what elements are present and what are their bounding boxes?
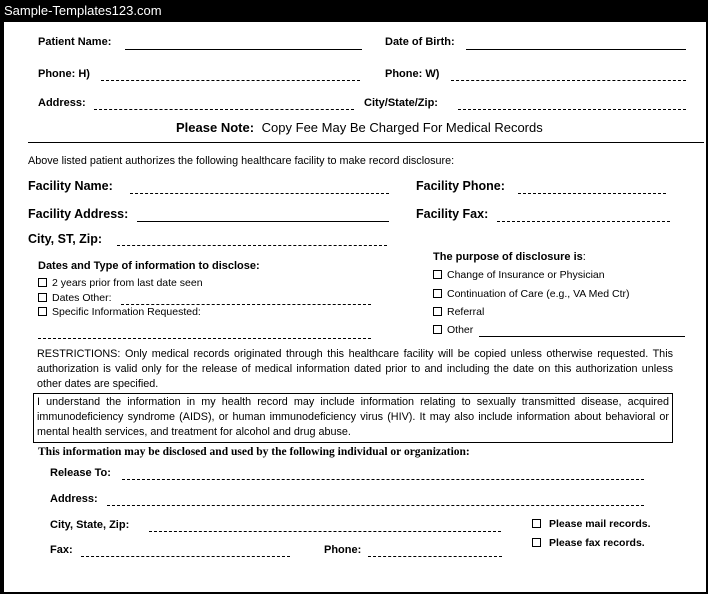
fax-records-option[interactable] — [532, 537, 645, 549]
patient-name-field[interactable] — [125, 49, 362, 50]
facility-phone-label: Facility Phone: — [416, 179, 505, 193]
release-fax-label: Fax: — [50, 544, 73, 556]
checkbox-icon[interactable] — [38, 307, 47, 316]
mail-records-option[interactable] — [532, 518, 651, 530]
checkbox-icon[interactable] — [433, 270, 442, 279]
purpose-referral[interactable] — [433, 306, 484, 318]
purpose-continuation-care[interactable] — [433, 288, 629, 300]
dates-type-title: Dates and Type of information to disclose: — [38, 260, 260, 272]
checkbox-icon[interactable] — [433, 325, 442, 334]
phone-work-field[interactable] — [451, 80, 686, 81]
specific-info-field[interactable] — [38, 338, 371, 339]
checkbox-icon[interactable] — [38, 293, 47, 302]
authorization-form — [4, 22, 706, 592]
facility-city-field[interactable] — [117, 245, 387, 246]
phone-home-label: Phone: H) — [38, 68, 90, 80]
facility-address-label: Facility Address: — [28, 207, 129, 221]
option-label: 2 years prior from last date seen — [52, 277, 203, 289]
checkbox-icon[interactable] — [38, 278, 47, 287]
facility-name-label: Facility Name: — [28, 179, 113, 193]
option-label: Specific Information Requested: — [52, 306, 201, 318]
release-phone-label: Phone: — [324, 544, 362, 556]
option-specific-info[interactable] — [38, 306, 201, 318]
restrictions-text: RESTRICTIONS: Only medical records originated through this healthcare facility will be copied unless otherwise requested. This authorization is valid only for the release of medical information dated prior to and including the date on this authorization unless other dates are specified. — [37, 348, 673, 390]
facility-fax-field[interactable] — [497, 221, 670, 222]
dob-field[interactable] — [466, 49, 686, 50]
divider — [28, 142, 704, 143]
address-field[interactable] — [94, 109, 354, 110]
release-city-field[interactable] — [149, 531, 501, 532]
facility-fax-label: Facility Fax: — [416, 207, 489, 221]
facility-name-field[interactable] — [130, 193, 389, 194]
authorize-text: Above listed patient authorizes the following healthcare facility to make record disclosure: — [28, 155, 455, 167]
checkbox-icon[interactable] — [433, 307, 442, 316]
release-fax-field[interactable] — [81, 556, 290, 557]
option-label: Referral — [447, 306, 485, 318]
release-to-label: Release To: — [50, 467, 111, 479]
facility-phone-field[interactable] — [518, 193, 666, 194]
checkbox-icon[interactable] — [433, 289, 442, 298]
address-label: Address: — [38, 97, 86, 109]
option-label: Please mail records. — [549, 518, 651, 530]
disclosed-heading: This information may be disclosed and used by the following individual or organization: — [38, 446, 470, 458]
understand-box: I understand the information in my health record may include information relating to sexually transmitted disease, acquired immunodeficiency syndrome (AIDS), or human immunodeficiency virus (HIV). It may also include information about behavioral or mental health services, and treatment for alcohol and drug abuse. — [33, 393, 673, 443]
option-label: Continuation of Care (e.g., VA Med Ctr) — [447, 288, 630, 300]
city-state-zip-field[interactable] — [458, 109, 686, 110]
checkbox-icon[interactable] — [532, 519, 541, 528]
option-label: Change of Insurance or Physician — [447, 269, 605, 281]
note-text: Copy Fee May Be Charged For Medical Records — [261, 120, 543, 135]
option-label: Other — [447, 324, 474, 336]
purpose-title-bold: The purpose of disclosure is — [433, 251, 583, 263]
release-to-field[interactable] — [122, 479, 644, 480]
purpose-change-insurance[interactable] — [433, 269, 605, 281]
purpose-title — [433, 251, 586, 263]
phone-work-label: Phone: W) — [385, 68, 440, 80]
dates-other-field[interactable] — [121, 304, 371, 305]
note-label: Please Note: — [176, 120, 255, 135]
facility-address-field[interactable] — [137, 221, 389, 222]
checkbox-icon[interactable] — [532, 538, 541, 547]
facility-city-label: City, ST, Zip: — [28, 232, 103, 246]
watermark: Sample-Templates123.com — [4, 3, 162, 18]
release-address-label: Address: — [50, 493, 98, 505]
city-state-zip-label: City/State/Zip: — [364, 97, 438, 109]
option-label: Please fax records. — [549, 537, 645, 549]
release-address-field[interactable] — [107, 505, 644, 506]
option-two-years[interactable] — [38, 277, 203, 289]
option-label: Dates Other: — [52, 292, 112, 304]
option-dates-other[interactable] — [38, 292, 112, 304]
patient-name-label: Patient Name: — [38, 36, 112, 48]
purpose-other[interactable] — [433, 324, 473, 336]
release-phone-field[interactable] — [368, 556, 502, 557]
copy-fee-note — [176, 120, 543, 135]
release-city-label: City, State, Zip: — [50, 519, 130, 531]
purpose-title-colon: : — [582, 251, 586, 263]
phone-home-field[interactable] — [101, 80, 360, 81]
dob-label: Date of Birth: — [385, 36, 455, 48]
purpose-other-field[interactable] — [479, 336, 685, 337]
